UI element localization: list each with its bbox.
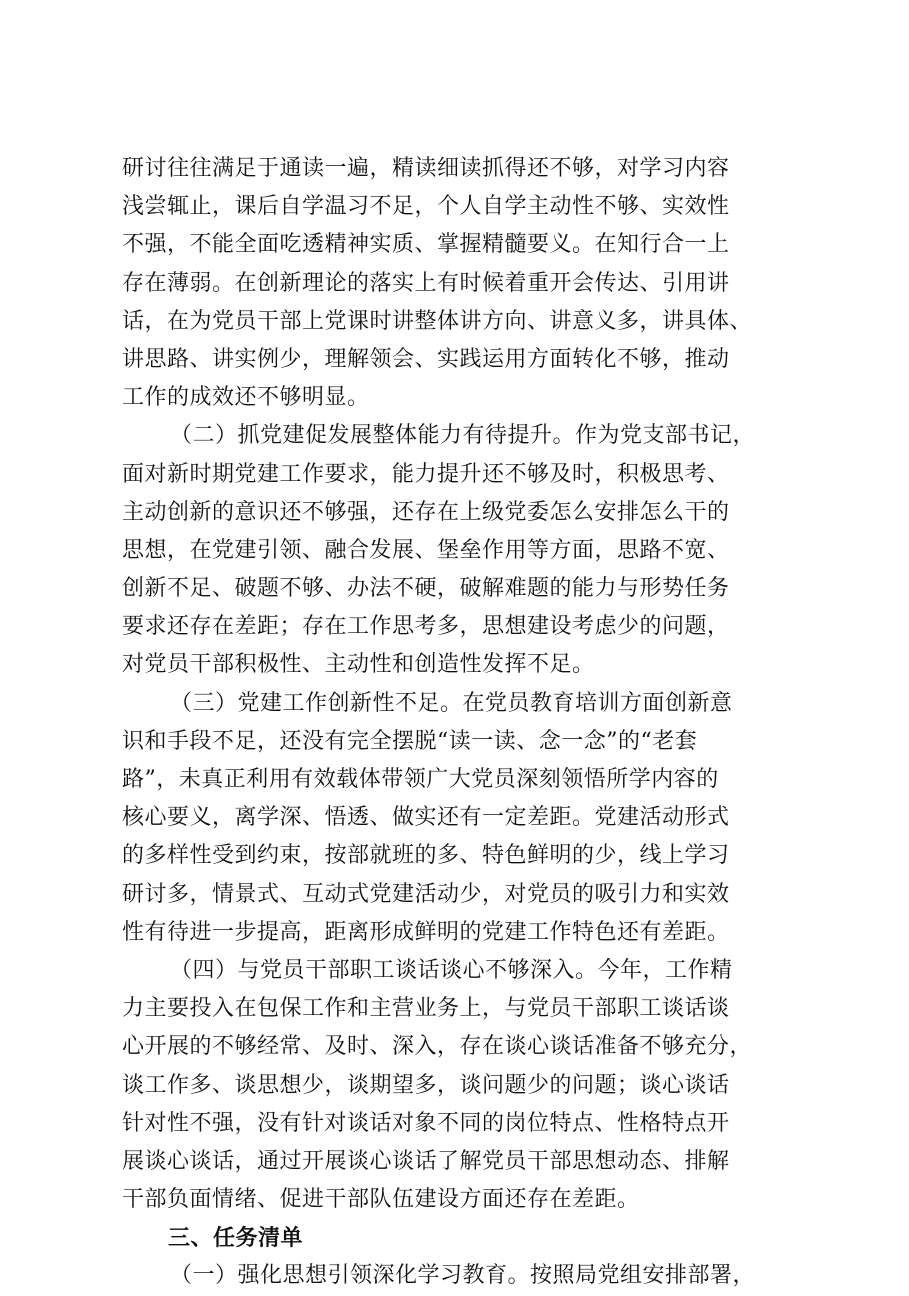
text-line: 心开展的不够经常、及时、深入，存在谈心谈话准备不够充分，	[122, 1034, 753, 1060]
text-line: 针对性不强，没有针对谈话对象不同的岗位特点、性格特点开	[122, 1110, 730, 1136]
text-line: 不强，不能全面吃透精神实质、掌握精髓要义。在知行合一上	[122, 232, 730, 258]
text-line: 思想，在党建引领、融合发展、堡垒作用等方面，思路不宽、	[122, 537, 730, 563]
text-line: 研讨多，情景式、互动式党建活动少，对党员的吸引力和实效	[122, 881, 730, 907]
text-line: 谈工作多、谈思想少，谈期望多，谈问题少的问题；谈心谈话	[122, 1072, 730, 1098]
text-line: 路”，未真正利用有效载体带领广大党员深刻领悟所学内容的	[122, 767, 719, 792]
text-line: 性有待进一步提高，距离形成鲜明的党建工作特色还有差距。	[122, 919, 730, 945]
text-line: 干部负面情绪、促进干部队伍建设方面还存在差距。	[122, 1187, 640, 1213]
paragraph-task-one	[122, 1257, 802, 1295]
text-line: 面对新时期党建工作要求，能力提升还不够及时，积极思考、	[122, 461, 730, 487]
text-line: 的多样性受到约束，按部就班的多、特色鲜明的少，线上学习	[122, 843, 730, 869]
text-line: 对党员干部积极性、主动性和创造性发挥不足。	[122, 652, 595, 678]
text-line: （三）党建工作创新性不足。在党员教育培训方面创新意	[170, 690, 733, 716]
text-line: 讲思路、讲实例少，理解领会、实践运用方面转化不够，推动	[122, 346, 730, 372]
text-line: （四）与党员干部职工谈话谈心不够深入。今年，工作精	[170, 957, 733, 983]
text-line: 工作的成效还不够明显。	[122, 385, 370, 411]
text-line: 要求还存在差距；存在工作思考多，思想建设考虑少的问题，	[122, 614, 730, 640]
text-line: 识和手段不足，还没有完全摆脱“读一读、念一念”的“老套	[122, 728, 698, 754]
section-heading: 三、任务清单	[168, 1225, 304, 1252]
paragraph-study-weakness	[122, 150, 802, 417]
text-line: 浅尝辄止，课后自学温习不足，个人自学主动性不够、实效性	[122, 194, 730, 220]
text-line: 存在薄弱。在创新理论的落实上有时候着重开会传达、引用讲	[122, 270, 730, 296]
text-line: （二）抓党建促发展整体能力有待提升。作为党支部书记，	[170, 423, 756, 449]
text-line: 展谈心谈话，通过开展谈心谈话了解党员干部思想动态、排解	[122, 1148, 730, 1174]
paragraph-item-two	[122, 417, 802, 684]
text-line: 创新不足、破题不够、办法不硬，破解难题的能力与形势任务	[122, 576, 730, 602]
document-body	[122, 150, 802, 1296]
text-line: （一）强化思想引领深化学习教育。按照局党组安排部署，	[170, 1263, 756, 1289]
paragraph-item-four	[122, 952, 802, 1219]
text-line: 话，在为党员干部上党课时讲整体讲方向、讲意义多，讲具体、	[122, 308, 753, 334]
text-line: 主动创新的意识还不够强，还存在上级党委怎么安排怎么干的	[122, 499, 730, 525]
paragraph-item-three	[122, 685, 802, 952]
text-line: 研讨往往满足于通读一遍，精读细读抓得还不够，对学习内容	[122, 156, 730, 181]
text-line: 力主要投入在包保工作和主营业务上，与党员干部职工谈话谈	[122, 996, 730, 1022]
text-line: 核心要义，离学深、悟透、做实还有一定差距。党建活动形式	[122, 805, 730, 831]
